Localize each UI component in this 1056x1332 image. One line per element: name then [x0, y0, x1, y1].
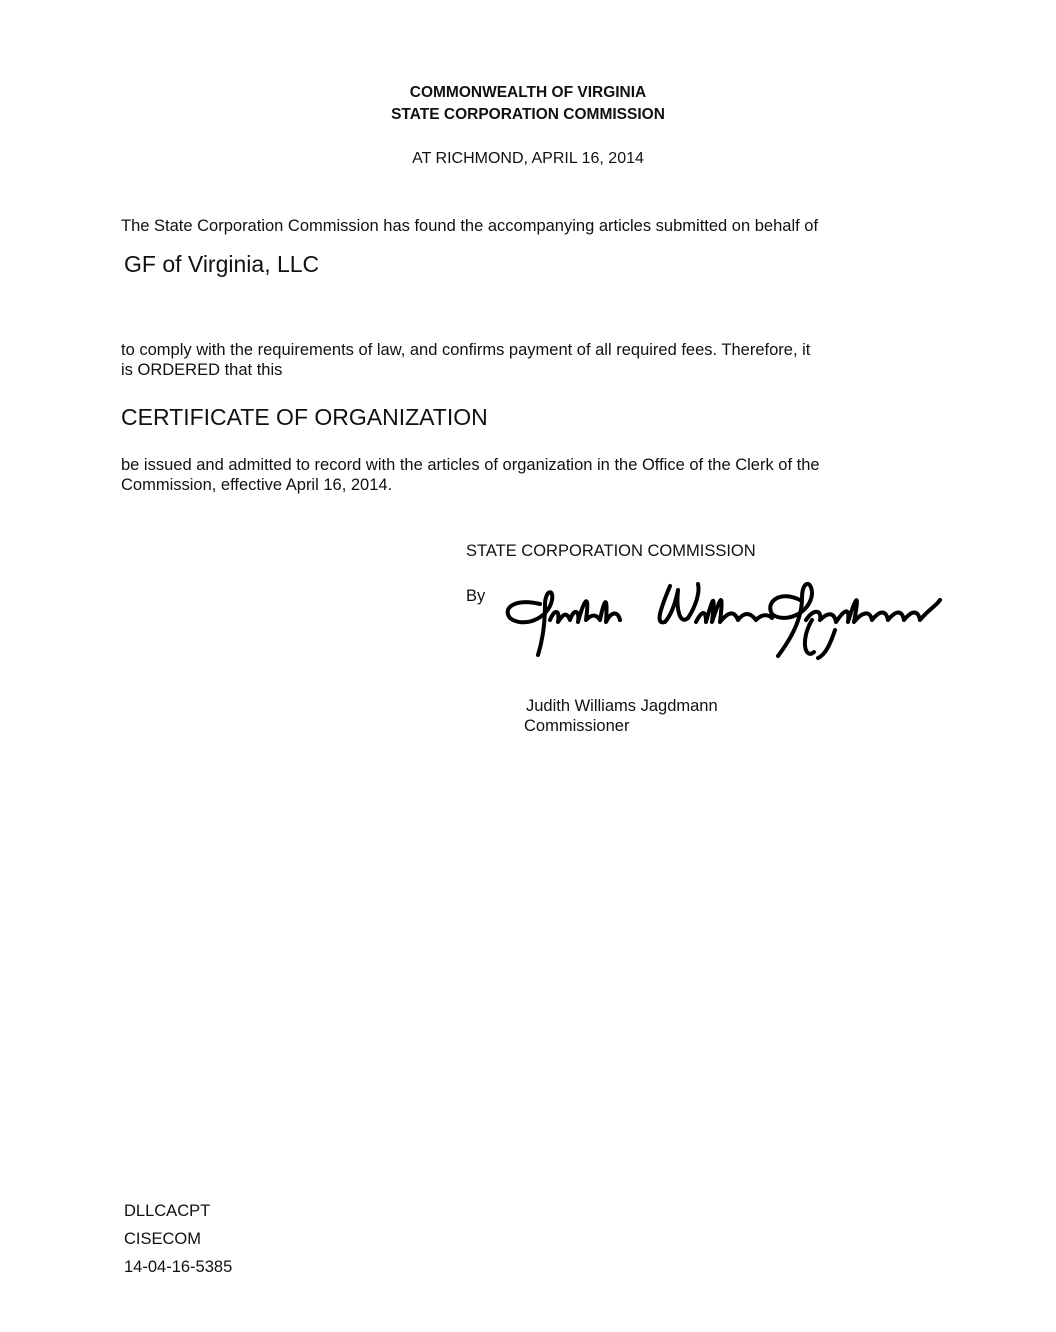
comply-paragraph [121, 340, 951, 380]
header-line-commission: STATE CORPORATION COMMISSION [391, 106, 665, 123]
dateline: AT RICHMOND, APRIL 16, 2014 [412, 150, 644, 167]
code-dllcacpt: DLLCACPT [124, 1202, 211, 1220]
certificate-title: CERTIFICATE OF ORGANIZATION [121, 404, 488, 430]
comply-line-1: to comply with the requirements of law, and confirms payment of all required fees. Therefore, it [121, 341, 811, 359]
signature-commission-label: STATE CORPORATION COMMISSION [466, 542, 756, 560]
comply-line-2: is ORDERED that this [121, 361, 283, 379]
intro-paragraph: The State Corporation Commission has found the accompanying articles submitted on behalf of [121, 217, 819, 235]
code-cisecom: CISECOM [124, 1230, 202, 1248]
code-document-number: 14-04-16-5385 [124, 1258, 233, 1276]
signer-block [526, 696, 718, 736]
entity-name: GF of Virginia, LLC [124, 251, 320, 277]
issued-line-2: Commission, effective April 16, 2014. [121, 476, 393, 494]
issued-line-1: be issued and admitted to record with the articles of organization in the Office of the Clerk of the [121, 456, 820, 474]
issued-paragraph [121, 455, 951, 495]
by-label: By [466, 587, 486, 605]
signer-name: Judith Williams Jagdmann [526, 697, 718, 715]
header-line-commonwealth: COMMONWEALTH OF VIRGINIA [409, 84, 647, 101]
handwritten-signature [500, 570, 950, 665]
signer-title: Commissioner [524, 717, 630, 735]
document-codes [124, 1197, 232, 1281]
